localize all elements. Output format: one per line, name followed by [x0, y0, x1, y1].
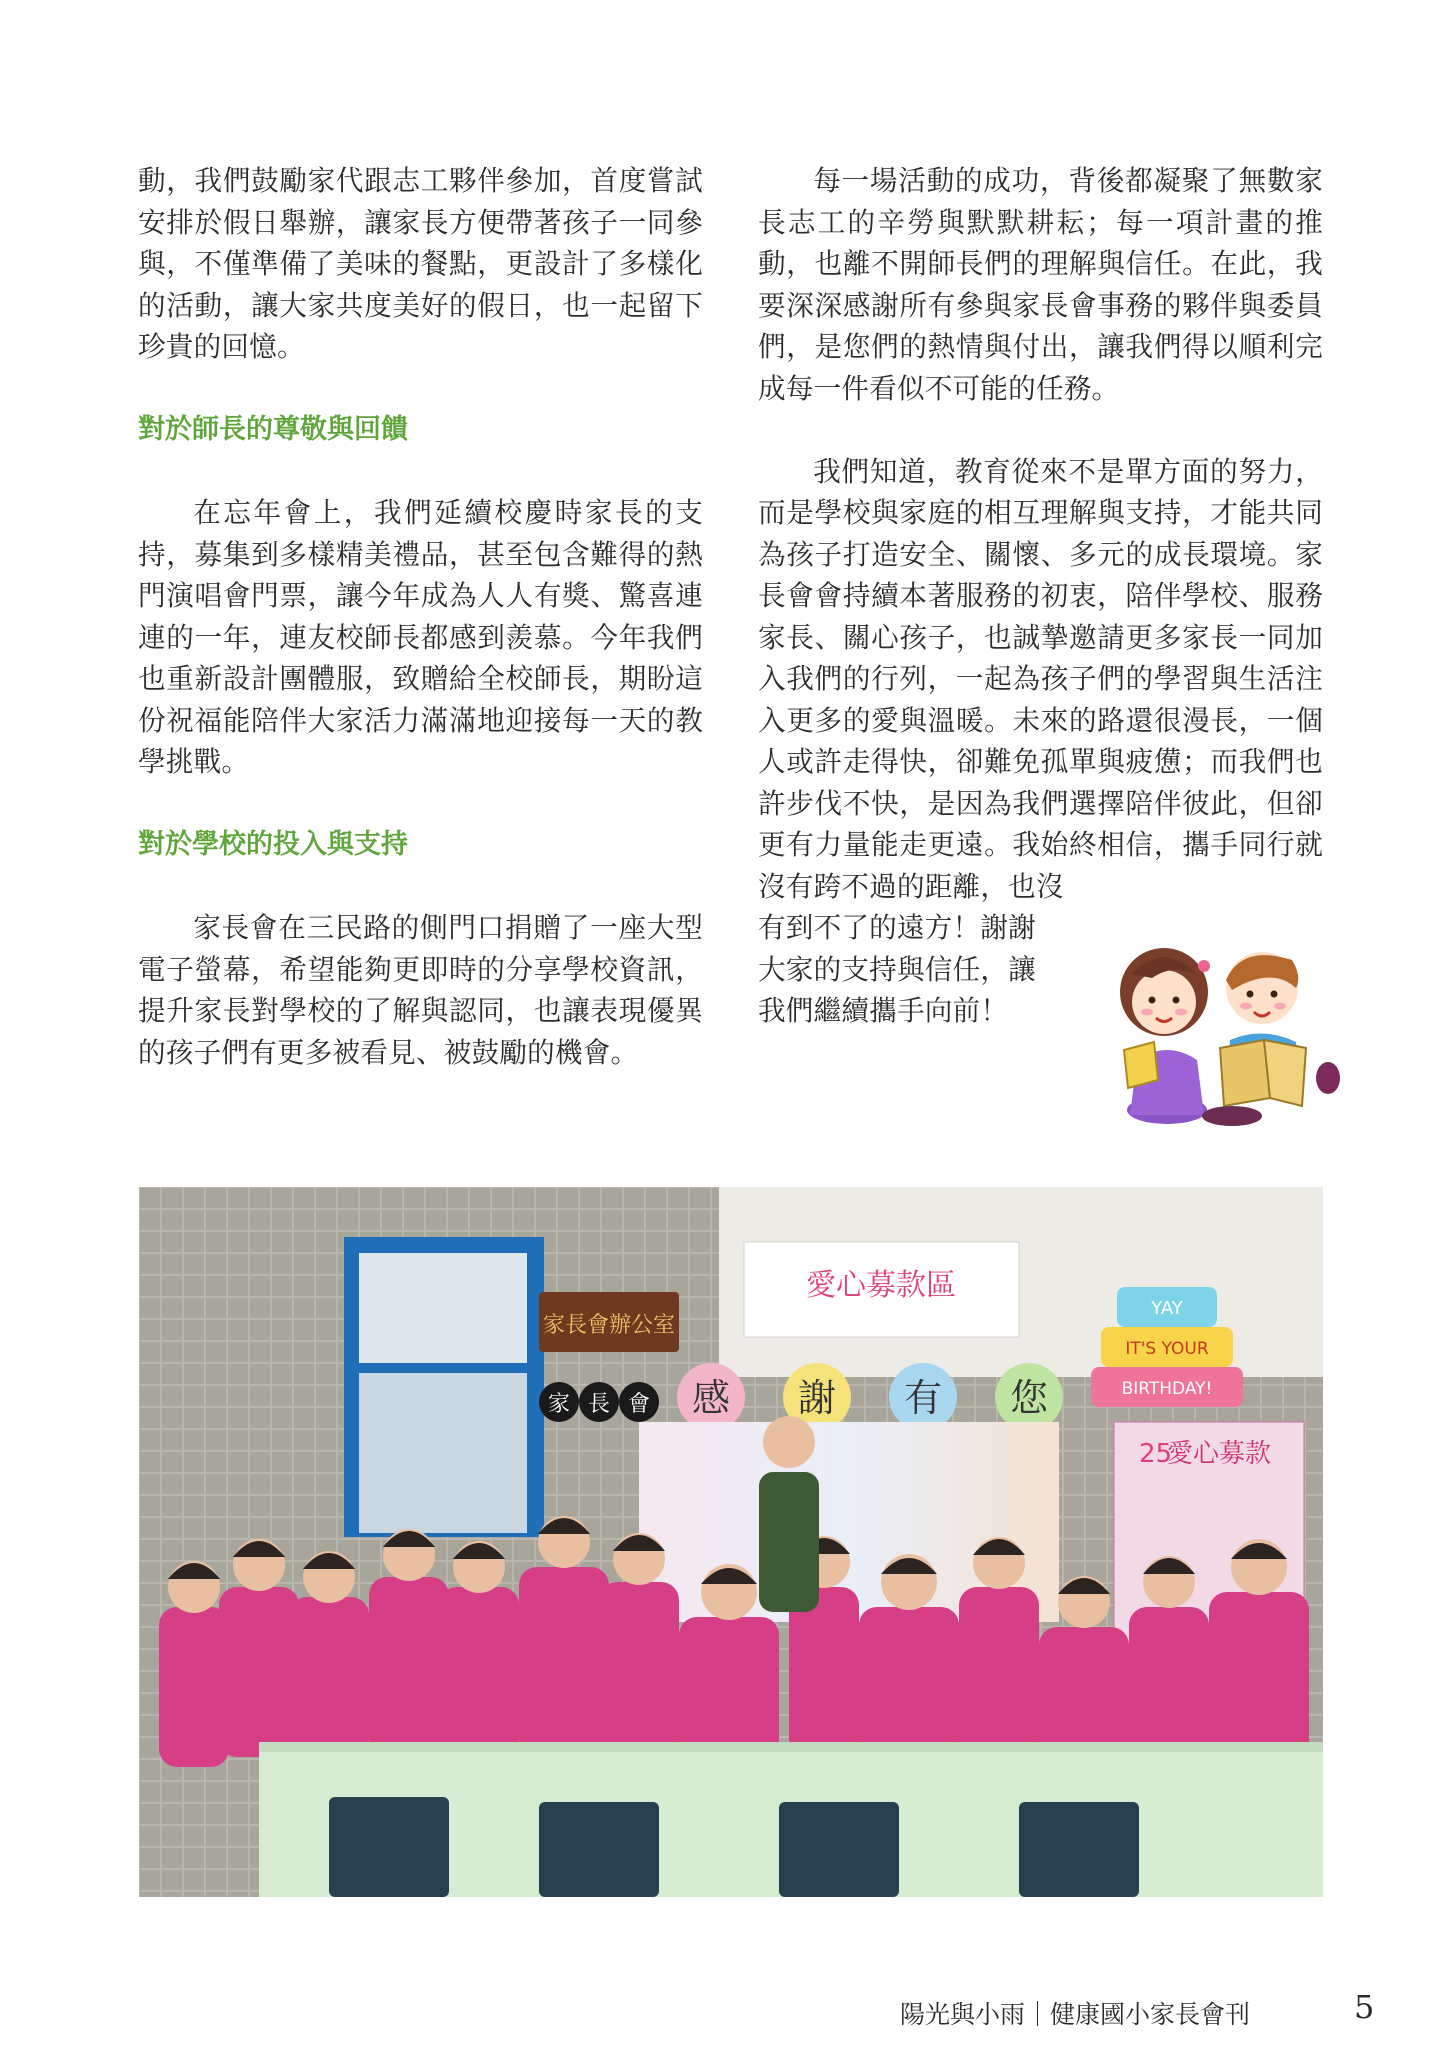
thanks-letter: 謝 — [797, 1376, 837, 1420]
parents-association-group-photo — [139, 1187, 1323, 1897]
cake-text: YAY — [1151, 1298, 1183, 1319]
charity-banner-text: 愛心募款區 — [806, 1268, 956, 1303]
balloon-letter: 家 — [547, 1392, 571, 1417]
section-heading: 對於師長的尊敬與回饋 — [138, 414, 408, 445]
cake-text: IT'S YOUR — [1125, 1339, 1209, 1359]
section-heading: 對於學校的投入與支持 — [138, 829, 408, 860]
balloon-letter: 會 — [627, 1392, 651, 1417]
paragraph: 家長會在三民路的側門口捐贈了一座大型電子螢幕，希望能夠更即時的分享學校資訊，提升家長對學校的了解與認同，也讓表現優異的孩子們有更多被看見、被鼓勵的機會。 — [138, 911, 703, 1069]
paragraph: 我們知道，教育從來不是單方面的努力，而是學校與家庭的相互理解與支持，才能共同為孩子打造安全、關懷、多元的成長環境。家長會會持續本著服務的初衷，陪伴學校、服務家長、關心孩子，也誠摯邀請更多家長一同加入我們的行列，一起為孩子們的學習與生活注入更多的愛與溫暖。未來的路還很漫長，一個人或許走得快，卻難免孤單與疲憊；而我們也許步伐不快，是因為我們選擇陪伴彼此，但卻更有力量能走更遠。我始終相信，攜手同行就沒有跨不過的距離，也沒 — [758, 454, 1323, 903]
paragraph-line: 我們繼續攜手向前！ — [758, 994, 1009, 1027]
paragraph-line: 有到不了的遠方！謝謝 — [758, 911, 1036, 944]
paragraph: 在忘年會上，我們延續校慶時家長的支持，募集到多樣精美禮品，甚至包含難得的熱門演唱會門票，讓今年成為人人有獎、驚喜連連的一年，連友校師長都感到羨慕。今年我們也重新設計團體服，致贈給全校師長，期盼這份祝福能陪伴大家活力滿滿地迎接每一天的教學挑戰。 — [138, 496, 703, 778]
poster-title: 愛心募款 — [1166, 1439, 1272, 1469]
right-column — [758, 160, 1323, 1032]
paragraph: 每一場活動的成功，背後都凝聚了無數家長志工的辛勞與默默耕耘；每一項計畫的推動，也離不開師長們的理解與信任。在此，我要深深感謝所有參與家長會事務的夥伴與委員們，是您們的熱情與付出，讓我們得以順利完成每一件看似不可能的任務。 — [758, 164, 1323, 405]
reading-kids-illustration — [1092, 930, 1342, 1130]
thanks-letter: 感 — [691, 1376, 731, 1420]
paragraph: 動，我們鼓勵家代跟志工夥伴參加，首度嘗試安排於假日舉辦，讓家長方便帶著孩子一同參與，不僅準備了美味的餐點，更設計了多樣化的活動，讓大家共度美好的假日，也一起留下珍貴的回憶。 — [138, 164, 703, 363]
office-sign-text: 家長會辦公室 — [542, 1313, 676, 1338]
left-column — [138, 160, 703, 1073]
thanks-letter: 有 — [903, 1376, 943, 1420]
publication-footer: 陽光與小雨｜健康國小家長會刊 — [900, 2000, 1251, 2029]
cake-text: BIRTHDAY! — [1121, 1379, 1213, 1399]
paragraph-line: 大家的支持與信任，讓 — [758, 952, 1036, 986]
thanks-letter: 您 — [1009, 1376, 1049, 1420]
page-number: 5 — [1354, 1988, 1375, 2026]
balloon-letter: 長 — [587, 1392, 611, 1417]
poster-number: 25 — [1139, 1439, 1173, 1469]
